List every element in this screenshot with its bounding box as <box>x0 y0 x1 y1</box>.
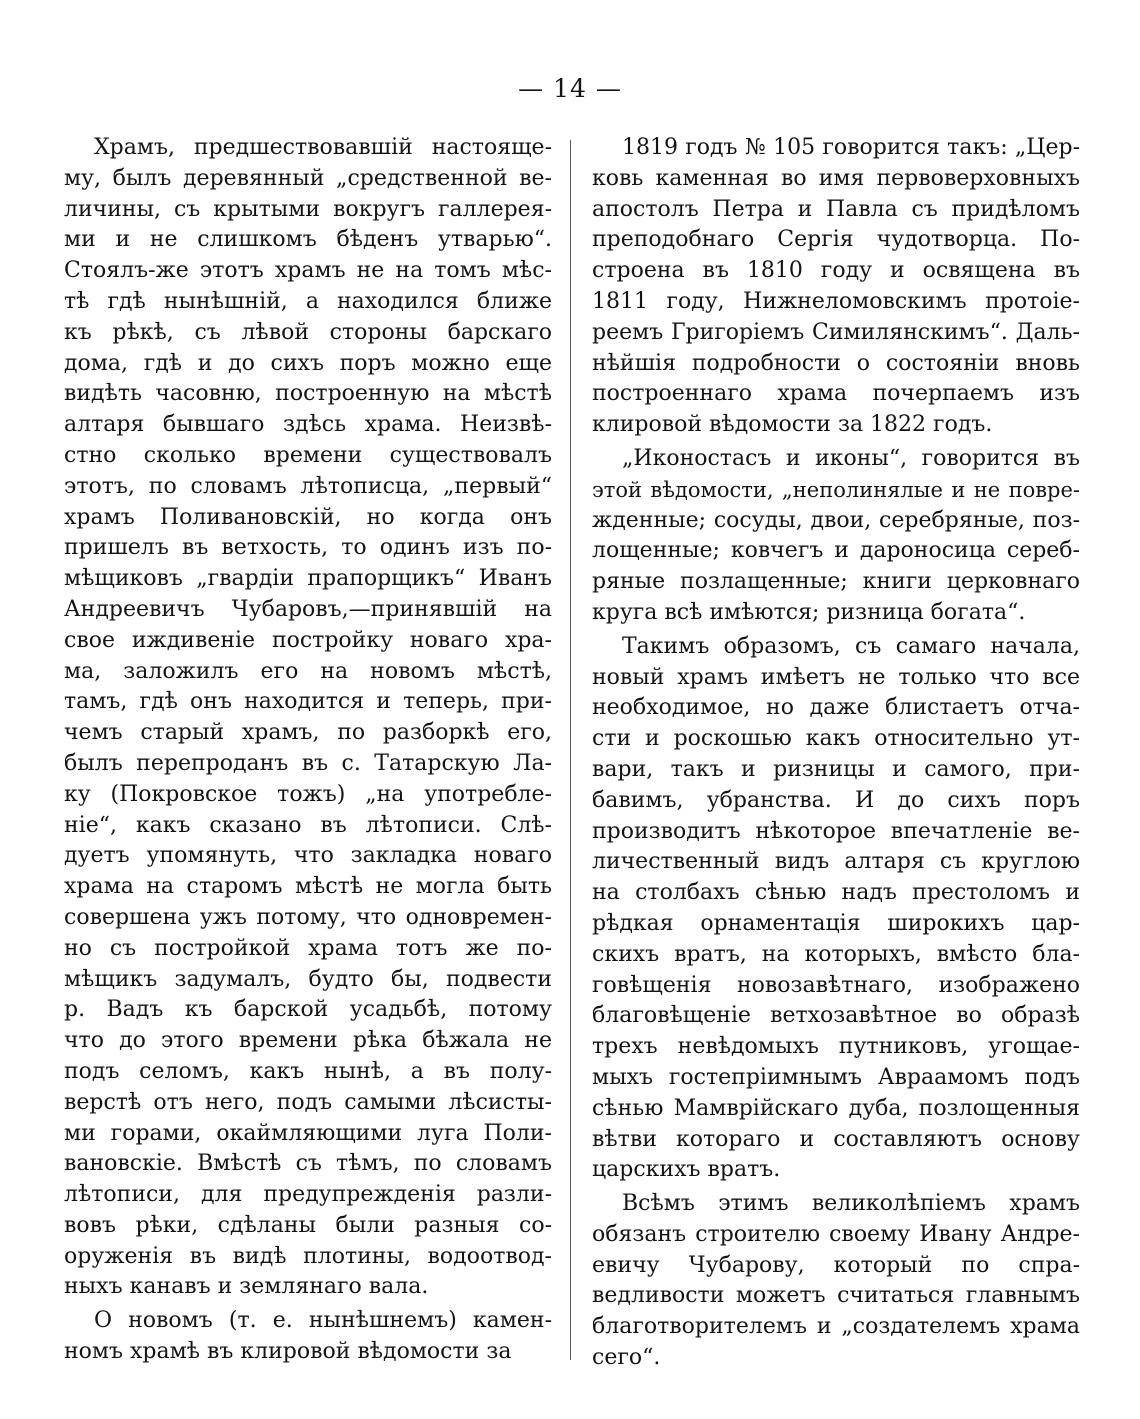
text-line: Такимъ образомъ, съ самаго начала, <box>622 633 1080 659</box>
text-line: жденные; сосуды, двои, серебряные, поз- <box>592 507 1080 533</box>
text-line: верстѣ отъ него, подъ самыми лѣсисты- <box>64 1089 552 1115</box>
text-line: но съ постройкой храма тотъ же по- <box>64 935 552 961</box>
text-line: ныхъ канавъ и землянаго вала. <box>64 1274 429 1300</box>
page-number: — 14 — <box>518 74 622 103</box>
text-line: вовъ рѣки, сдѣланы были разныя со- <box>64 1212 552 1238</box>
text-line: ведливости можетъ считаться главнымъ <box>592 1283 1080 1309</box>
text-line: круга всѣ имѣются; ризница богата“. <box>592 599 1026 625</box>
text-line: евичу Чубарову, который по спра- <box>592 1252 1080 1278</box>
text-line: храма на старомъ мѣстѣ не могла быть <box>64 874 552 900</box>
text-line: скихъ вратъ, на которыхъ, вмѣсто бла- <box>592 941 1080 967</box>
text-line: „Иконостасъ и иконы“, говорится въ <box>622 445 1080 471</box>
text-line: этой вѣдомости, „неполинялые и не повре- <box>592 477 1080 502</box>
text-line: необходимое, но даже блистаетъ отча- <box>592 695 1080 721</box>
left-column <box>64 133 552 1371</box>
text-line: что до этого времени рѣка бѣжала не <box>64 1028 552 1054</box>
column-divider <box>570 140 571 1360</box>
text-line: новый храмъ имѣетъ не только что все <box>592 664 1080 690</box>
text-line: вѣтви котораго и составляютъ основу <box>592 1126 1080 1152</box>
text-line: апостолъ Петра и Павла съ придѣломъ <box>592 196 1080 222</box>
text-line: храмъ Поливановскій, но когда онъ <box>64 504 552 530</box>
text-line: ку (Покровское тожъ) „на употребле- <box>64 781 552 807</box>
text-line: алтаря бывшаго здѣсь храма. Неизвѣ- <box>64 412 552 438</box>
text-line: личественный видъ алтаря съ круглою <box>592 849 1080 875</box>
text-line: тѣ гдѣ нынѣшній, а находился ближе <box>64 288 552 314</box>
text-line: трехъ невѣдомыхъ путниковъ, угощае- <box>592 1034 1080 1060</box>
text-line: рѣдкая орнаментація широкихъ цар- <box>592 910 1080 936</box>
text-line: вари, такъ и ризницы и самого, при- <box>592 756 1080 782</box>
paragraph <box>592 1189 1080 1374</box>
text-line: клировой вѣдомости за 1822 годъ. <box>592 412 993 438</box>
text-line: 1819 годъ № 105 говорится такъ: „Цер- <box>622 135 1080 160</box>
text-line: говѣщенія новозавѣтнаго, изображено <box>592 972 1080 998</box>
text-line: тамъ, гдѣ онъ находится и теперь, при- <box>64 689 552 715</box>
paragraph <box>64 133 552 1303</box>
text-line: вановскіе. Вмѣстѣ съ тѣмъ, по словамъ <box>64 1151 552 1177</box>
text-line: сти и роскошью какъ относительно ут- <box>592 726 1080 752</box>
text-line: 1811 году, Нижнеломовскимъ протоіе- <box>592 288 1080 314</box>
text-line: чемъ старый храмъ, по разборкѣ его, <box>64 720 552 746</box>
text-line: преподобнаго Сергія чудотворца. По- <box>592 227 1080 253</box>
text-line: благовѣщеніе ветхозавѣтное во образѣ <box>592 1003 1080 1029</box>
text-line: сего“. <box>592 1345 661 1371</box>
text-line: реемъ Григоріемъ Симилянскимъ“. Даль- <box>592 319 1080 345</box>
text-line: былъ перепроданъ въ с. Татарскую Ла- <box>64 750 552 776</box>
text-line: ковь каменная во имя первоверховныхъ <box>592 165 1080 191</box>
text-line: совершена ужъ потому, что одновремен- <box>64 904 552 930</box>
text-line: построеннаго храма почерпаемъ изъ <box>592 381 1080 407</box>
text-line: Андреевичъ Чубаровъ,—принявшій на <box>64 596 552 622</box>
text-line: мѣщикъ задумалъ, будто бы, подвести <box>64 966 552 992</box>
text-line: Храмъ, предшествовавшій настояще- <box>94 135 552 160</box>
text-line: О новомъ (т. е. нынѣшнемъ) камен- <box>94 1308 552 1334</box>
text-line: нѣйшія подробности о состояніи вновь <box>592 350 1080 376</box>
text-line: на столбахъ сѣнью надъ престоломъ и <box>592 880 1080 906</box>
text-line: оруженія въ видѣ плотины, водоотвод- <box>64 1243 552 1269</box>
text-line: номъ храмѣ въ клировой вѣдомости за <box>64 1339 512 1365</box>
text-line: пришелъ въ ветхость, то одинъ изъ по- <box>64 535 552 561</box>
text-line: подъ селомъ, какъ нынѣ, а въ полу- <box>64 1058 552 1084</box>
paragraph <box>592 632 1080 1186</box>
text-line: дуетъ упомянуть, что закладка новаго <box>64 843 552 869</box>
text-line: къ рѣкѣ, съ лѣвой стороны барскаго <box>64 319 552 345</box>
text-line: стно сколько времени существовалъ <box>64 442 552 468</box>
text-line: ма, заложилъ его на новомъ мѣстѣ, <box>64 658 552 684</box>
text-line: царскихъ вратъ. <box>592 1157 781 1183</box>
text-line: ніе“, какъ сказано въ лѣтописи. Слѣ- <box>64 812 552 838</box>
text-line: мыхъ гостепріимнымъ Авраамомъ подъ <box>592 1064 1080 1090</box>
text-line: лѣтописи, для предупрежденія разли- <box>64 1182 552 1208</box>
text-line: строена въ 1810 году и освящена въ <box>592 258 1080 284</box>
text-line: ряные позлащенные; книги церковнаго <box>592 569 1080 595</box>
text-line: личины, съ крытыми вокругъ галлерея- <box>64 196 552 222</box>
text-line: Стоялъ-же этотъ храмъ не на томъ мѣс- <box>64 258 552 284</box>
text-line: свое иждивеніе постройку новаго хра- <box>64 627 552 653</box>
text-line: благотворителемъ и „создателемъ храма <box>592 1314 1080 1340</box>
text-line: р. Вадъ къ барской усадьбѣ, потому <box>64 997 552 1023</box>
text-line: видѣть часовню, построенную на мѣстѣ <box>64 381 552 407</box>
text-line: ми и не слишкомъ бѣденъ утварью“. <box>64 227 552 253</box>
paragraph <box>64 1306 552 1368</box>
right-column <box>592 133 1080 1377</box>
text-line: бавимъ, убранства. И до сихъ поръ <box>592 787 1080 813</box>
text-line: Всѣмъ этимъ великолѣпіемъ храмъ <box>622 1191 1080 1217</box>
paragraph <box>592 133 1080 441</box>
text-line: ми горами, окаймляющими луга Поли- <box>64 1120 552 1146</box>
text-line: обязанъ строителю своему Ивану Андре- <box>592 1221 1080 1247</box>
text-line: мѣщиковъ „гвардіи прапорщикъ“ Иванъ <box>64 566 552 592</box>
text-line: дома, гдѣ и до сихъ поръ можно еще <box>64 350 552 376</box>
paragraph <box>592 444 1080 629</box>
text-line: лощенные; ковчегъ и дароносица сереб- <box>592 538 1080 564</box>
text-line: му, былъ деревянный „средственной ве- <box>64 165 552 191</box>
text-line: производитъ нѣкоторое впечатленіе ве- <box>592 818 1080 844</box>
text-line: этотъ, по словамъ лѣтописца, „первый“ <box>64 473 552 499</box>
text-line: сѣнью Мамврійскаго дуба, позлощенныя <box>592 1095 1080 1121</box>
